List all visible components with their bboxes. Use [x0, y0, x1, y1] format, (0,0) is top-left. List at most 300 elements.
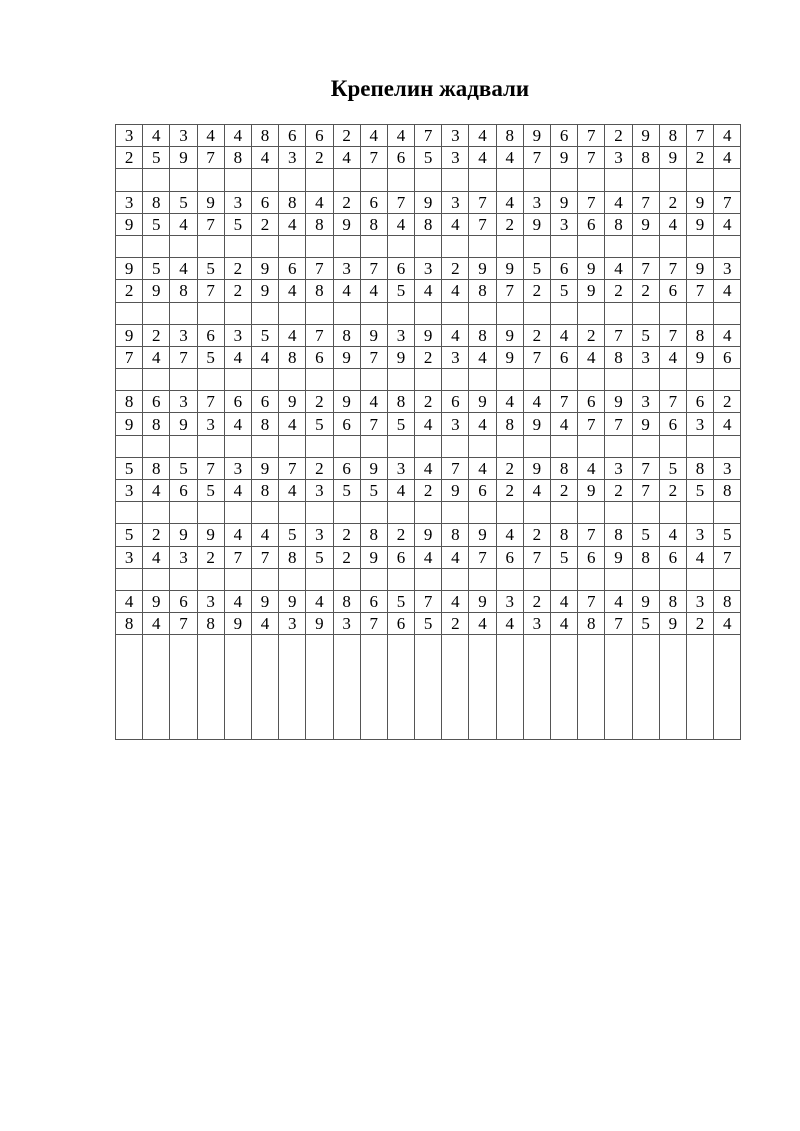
digit-cell: 3 [605, 457, 632, 479]
digit-cell: 9 [306, 613, 333, 635]
empty-cell [551, 502, 578, 524]
digit-cell: 3 [714, 258, 741, 280]
empty-cell [551, 302, 578, 324]
empty-cell [714, 435, 741, 457]
empty-cell [170, 169, 197, 191]
digit-cell: 4 [143, 125, 170, 147]
digit-cell: 6 [578, 546, 605, 568]
empty-cell [523, 568, 550, 590]
empty-cell [714, 302, 741, 324]
digit-cell: 7 [170, 346, 197, 368]
digit-row [116, 324, 741, 346]
digit-cell: 4 [224, 590, 251, 612]
empty-cell [279, 635, 306, 740]
empty-cell [143, 302, 170, 324]
digit-cell: 6 [197, 324, 224, 346]
digit-cell: 4 [496, 191, 523, 213]
digit-cell: 9 [523, 213, 550, 235]
digit-cell: 6 [442, 391, 469, 413]
digit-cell: 3 [523, 191, 550, 213]
digit-cell: 8 [224, 147, 251, 169]
empty-cell [659, 435, 686, 457]
digit-cell: 4 [143, 480, 170, 502]
empty-cell [279, 369, 306, 391]
empty-cell [279, 302, 306, 324]
empty-cell [714, 235, 741, 257]
digit-cell: 3 [306, 524, 333, 546]
digit-cell: 7 [686, 125, 713, 147]
digit-cell: 4 [469, 613, 496, 635]
digit-cell: 8 [333, 324, 360, 346]
digit-cell: 7 [632, 191, 659, 213]
digit-cell: 5 [387, 280, 414, 302]
digit-cell: 4 [415, 457, 442, 479]
empty-cell [523, 369, 550, 391]
digit-cell: 8 [714, 590, 741, 612]
digit-cell: 7 [197, 147, 224, 169]
digit-cell: 2 [116, 147, 143, 169]
empty-cell [360, 235, 387, 257]
empty-cell [496, 169, 523, 191]
digit-cell: 7 [360, 258, 387, 280]
empty-cell [251, 502, 278, 524]
empty-cell [496, 369, 523, 391]
digit-cell: 7 [523, 346, 550, 368]
empty-cell [170, 502, 197, 524]
empty-cell [686, 169, 713, 191]
empty-cell [333, 302, 360, 324]
digit-cell: 2 [605, 125, 632, 147]
digit-cell: 7 [659, 391, 686, 413]
digit-cell: 6 [387, 546, 414, 568]
digit-cell: 5 [387, 590, 414, 612]
digit-cell: 7 [415, 125, 442, 147]
empty-cell [415, 502, 442, 524]
digit-cell: 4 [578, 457, 605, 479]
empty-cell [415, 635, 442, 740]
digit-cell: 4 [551, 590, 578, 612]
empty-cell [333, 369, 360, 391]
page-title: Крепелин жадвали [330, 76, 530, 101]
digit-cell: 6 [333, 413, 360, 435]
empty-cell [469, 635, 496, 740]
digit-cell: 8 [170, 280, 197, 302]
digit-cell: 7 [224, 546, 251, 568]
digit-cell: 7 [714, 191, 741, 213]
empty-cell [578, 235, 605, 257]
digit-cell: 9 [116, 324, 143, 346]
empty-cell [279, 235, 306, 257]
digit-cell: 4 [551, 413, 578, 435]
digit-cell: 9 [496, 324, 523, 346]
digit-cell: 4 [714, 324, 741, 346]
digit-cell: 8 [279, 346, 306, 368]
digit-cell: 2 [714, 391, 741, 413]
empty-cell [659, 635, 686, 740]
empty-cell [415, 169, 442, 191]
digit-cell: 3 [197, 590, 224, 612]
empty-cell [469, 568, 496, 590]
digit-cell: 7 [116, 346, 143, 368]
empty-cell [578, 302, 605, 324]
digit-cell: 4 [523, 391, 550, 413]
digit-cell: 4 [469, 346, 496, 368]
empty-cell [306, 502, 333, 524]
digit-cell: 8 [143, 457, 170, 479]
digit-cell: 8 [306, 213, 333, 235]
digit-cell: 5 [143, 147, 170, 169]
digit-cell: 7 [578, 590, 605, 612]
empty-cell [659, 369, 686, 391]
digit-cell: 8 [659, 590, 686, 612]
empty-cell [251, 235, 278, 257]
digit-cell: 2 [333, 125, 360, 147]
digit-cell: 5 [170, 457, 197, 479]
digit-cell: 6 [306, 125, 333, 147]
digit-cell: 4 [387, 213, 414, 235]
spacer-row [116, 435, 741, 457]
digit-cell: 4 [197, 125, 224, 147]
digit-cell: 8 [632, 546, 659, 568]
digit-cell: 4 [496, 524, 523, 546]
empty-cell [578, 635, 605, 740]
digit-cell: 7 [659, 324, 686, 346]
empty-cell [442, 302, 469, 324]
empty-cell [116, 169, 143, 191]
spacer-row [116, 502, 741, 524]
digit-cell: 4 [659, 346, 686, 368]
digit-cell: 3 [333, 258, 360, 280]
empty-cell [714, 169, 741, 191]
digit-cell: 7 [714, 546, 741, 568]
digit-cell: 8 [306, 280, 333, 302]
digit-cell: 9 [659, 613, 686, 635]
empty-cell [306, 302, 333, 324]
empty-cell [387, 369, 414, 391]
digit-cell: 9 [116, 258, 143, 280]
digit-cell: 4 [496, 147, 523, 169]
digit-cell: 3 [442, 125, 469, 147]
digit-cell: 2 [306, 457, 333, 479]
empty-cell [686, 435, 713, 457]
digit-cell: 4 [714, 147, 741, 169]
digit-cell: 8 [279, 191, 306, 213]
digit-cell: 3 [714, 457, 741, 479]
digit-row [116, 125, 741, 147]
digit-cell: 7 [360, 147, 387, 169]
digit-cell: 9 [686, 346, 713, 368]
digit-cell: 9 [686, 213, 713, 235]
digit-cell: 7 [578, 191, 605, 213]
digit-cell: 8 [714, 480, 741, 502]
digit-cell: 7 [523, 147, 550, 169]
digit-cell: 4 [442, 546, 469, 568]
empty-cell [686, 369, 713, 391]
spacer-row [116, 568, 741, 590]
digit-cell: 9 [251, 590, 278, 612]
digit-cell: 7 [578, 125, 605, 147]
empty-cell [523, 169, 550, 191]
digit-cell: 7 [415, 590, 442, 612]
digit-cell: 4 [251, 524, 278, 546]
digit-cell: 9 [686, 191, 713, 213]
digit-cell: 8 [333, 590, 360, 612]
digit-cell: 6 [279, 125, 306, 147]
empty-cell [415, 235, 442, 257]
empty-cell [224, 635, 251, 740]
digit-cell: 2 [523, 524, 550, 546]
empty-cell [306, 635, 333, 740]
digit-cell: 7 [523, 546, 550, 568]
digit-cell: 3 [415, 258, 442, 280]
empty-cell [224, 568, 251, 590]
empty-cell [632, 169, 659, 191]
digit-cell: 7 [197, 391, 224, 413]
digit-row [116, 413, 741, 435]
digit-cell: 3 [170, 546, 197, 568]
digit-cell: 2 [605, 280, 632, 302]
digit-cell: 3 [116, 546, 143, 568]
empty-cell [442, 568, 469, 590]
digit-cell: 4 [333, 147, 360, 169]
empty-cell [605, 369, 632, 391]
digit-cell: 7 [442, 457, 469, 479]
digit-cell: 9 [496, 258, 523, 280]
digit-cell: 4 [551, 324, 578, 346]
empty-cell [496, 302, 523, 324]
blank-answer-row [116, 635, 741, 740]
digit-cell: 4 [224, 480, 251, 502]
digit-cell: 8 [360, 524, 387, 546]
digit-cell: 4 [387, 125, 414, 147]
digit-cell: 7 [387, 191, 414, 213]
digit-cell: 3 [686, 413, 713, 435]
digit-row [116, 524, 741, 546]
digit-cell: 7 [605, 324, 632, 346]
digit-cell: 9 [415, 524, 442, 546]
digit-cell: 3 [224, 457, 251, 479]
digit-cell: 7 [469, 546, 496, 568]
empty-cell [442, 635, 469, 740]
empty-cell [170, 568, 197, 590]
empty-cell [170, 435, 197, 457]
empty-cell [551, 568, 578, 590]
digit-cell: 4 [306, 191, 333, 213]
digit-cell: 5 [415, 613, 442, 635]
digit-cell: 5 [251, 324, 278, 346]
empty-cell [251, 635, 278, 740]
empty-cell [333, 502, 360, 524]
empty-cell [551, 169, 578, 191]
empty-cell [659, 502, 686, 524]
empty-cell [360, 435, 387, 457]
digit-row [116, 258, 741, 280]
empty-cell [197, 502, 224, 524]
digit-row [116, 147, 741, 169]
empty-cell [197, 435, 224, 457]
empty-cell [632, 635, 659, 740]
digit-cell: 8 [143, 191, 170, 213]
digit-cell: 5 [714, 524, 741, 546]
empty-cell [279, 568, 306, 590]
empty-cell [659, 169, 686, 191]
digit-cell: 3 [686, 524, 713, 546]
digit-cell: 7 [197, 280, 224, 302]
digit-cell: 4 [523, 480, 550, 502]
digit-cell: 5 [143, 258, 170, 280]
digit-cell: 3 [116, 125, 143, 147]
digit-cell: 5 [224, 213, 251, 235]
empty-cell [496, 635, 523, 740]
digit-cell: 2 [659, 191, 686, 213]
digit-cell: 9 [551, 147, 578, 169]
digit-cell: 9 [360, 546, 387, 568]
digit-cell: 9 [279, 391, 306, 413]
empty-cell [469, 302, 496, 324]
digit-cell: 8 [360, 213, 387, 235]
empty-cell [143, 635, 170, 740]
digit-cell: 6 [251, 391, 278, 413]
empty-cell [632, 235, 659, 257]
digit-cell: 4 [469, 413, 496, 435]
digit-row [116, 391, 741, 413]
digit-cell: 7 [360, 346, 387, 368]
digit-cell: 3 [170, 324, 197, 346]
digit-cell: 3 [632, 346, 659, 368]
digit-cell: 8 [605, 524, 632, 546]
digit-cell: 4 [442, 590, 469, 612]
digit-cell: 7 [496, 280, 523, 302]
empty-cell [523, 635, 550, 740]
digit-cell: 8 [551, 524, 578, 546]
digit-cell: 3 [224, 191, 251, 213]
digit-cell: 5 [306, 546, 333, 568]
digit-cell: 7 [279, 457, 306, 479]
digit-cell: 3 [197, 413, 224, 435]
digit-cell: 5 [333, 480, 360, 502]
digit-cell: 9 [578, 280, 605, 302]
digit-cell: 6 [578, 213, 605, 235]
digit-cell: 5 [551, 546, 578, 568]
digit-cell: 9 [333, 213, 360, 235]
digit-cell: 3 [170, 391, 197, 413]
digit-cell: 4 [714, 613, 741, 635]
digit-cell: 5 [632, 324, 659, 346]
digit-cell: 6 [551, 125, 578, 147]
empty-cell [714, 502, 741, 524]
empty-cell [279, 169, 306, 191]
digit-cell: 4 [659, 213, 686, 235]
empty-cell [523, 502, 550, 524]
digit-cell: 7 [686, 280, 713, 302]
empty-cell [333, 568, 360, 590]
digit-cell: 6 [360, 590, 387, 612]
digit-cell: 9 [143, 280, 170, 302]
digit-cell: 8 [469, 324, 496, 346]
digit-cell: 8 [632, 147, 659, 169]
empty-cell [523, 435, 550, 457]
digit-cell: 9 [415, 191, 442, 213]
digit-cell: 4 [551, 613, 578, 635]
digit-cell: 2 [686, 147, 713, 169]
digit-cell: 4 [170, 258, 197, 280]
digit-cell: 5 [659, 457, 686, 479]
digit-cell: 9 [333, 346, 360, 368]
digit-cell: 4 [224, 125, 251, 147]
digit-cell: 4 [251, 147, 278, 169]
digit-cell: 2 [686, 613, 713, 635]
empty-cell [387, 635, 414, 740]
digit-cell: 5 [360, 480, 387, 502]
digit-cell: 6 [659, 280, 686, 302]
empty-cell [251, 435, 278, 457]
digit-cell: 3 [551, 213, 578, 235]
digit-cell: 6 [224, 391, 251, 413]
digit-cell: 2 [116, 280, 143, 302]
digit-cell: 3 [279, 613, 306, 635]
digit-cell: 6 [659, 546, 686, 568]
digit-cell: 6 [551, 346, 578, 368]
digit-cell: 7 [632, 480, 659, 502]
digit-cell: 4 [333, 280, 360, 302]
empty-cell [116, 369, 143, 391]
digit-cell: 4 [360, 280, 387, 302]
digit-cell: 2 [387, 524, 414, 546]
digit-cell: 8 [469, 280, 496, 302]
digit-cell: 2 [605, 480, 632, 502]
digit-cell: 4 [714, 213, 741, 235]
empty-cell [251, 568, 278, 590]
digit-cell: 7 [469, 213, 496, 235]
digit-cell: 4 [224, 346, 251, 368]
digit-cell: 2 [143, 524, 170, 546]
empty-cell [224, 502, 251, 524]
digit-cell: 2 [224, 280, 251, 302]
empty-cell [197, 302, 224, 324]
digit-cell: 4 [605, 258, 632, 280]
empty-cell [659, 568, 686, 590]
digit-cell: 5 [279, 524, 306, 546]
digit-cell: 8 [551, 457, 578, 479]
digit-cell: 3 [686, 590, 713, 612]
digit-cell: 9 [143, 590, 170, 612]
spacer-row [116, 235, 741, 257]
digit-cell: 7 [551, 391, 578, 413]
digit-cell: 5 [686, 480, 713, 502]
digit-cell: 8 [686, 457, 713, 479]
digit-cell: 9 [469, 391, 496, 413]
empty-cell [306, 235, 333, 257]
digit-cell: 3 [442, 191, 469, 213]
empty-cell [197, 568, 224, 590]
empty-cell [170, 369, 197, 391]
empty-cell [605, 235, 632, 257]
digit-cell: 4 [143, 546, 170, 568]
empty-cell [714, 568, 741, 590]
digit-cell: 7 [632, 258, 659, 280]
empty-cell [632, 568, 659, 590]
digit-cell: 7 [251, 546, 278, 568]
digit-cell: 2 [523, 280, 550, 302]
digit-cell: 9 [578, 480, 605, 502]
digit-cell: 2 [496, 480, 523, 502]
digit-cell: 4 [605, 191, 632, 213]
digit-cell: 4 [279, 213, 306, 235]
digit-cell: 8 [605, 213, 632, 235]
digit-cell: 7 [306, 324, 333, 346]
digit-cell: 4 [714, 125, 741, 147]
digit-cell: 9 [523, 413, 550, 435]
